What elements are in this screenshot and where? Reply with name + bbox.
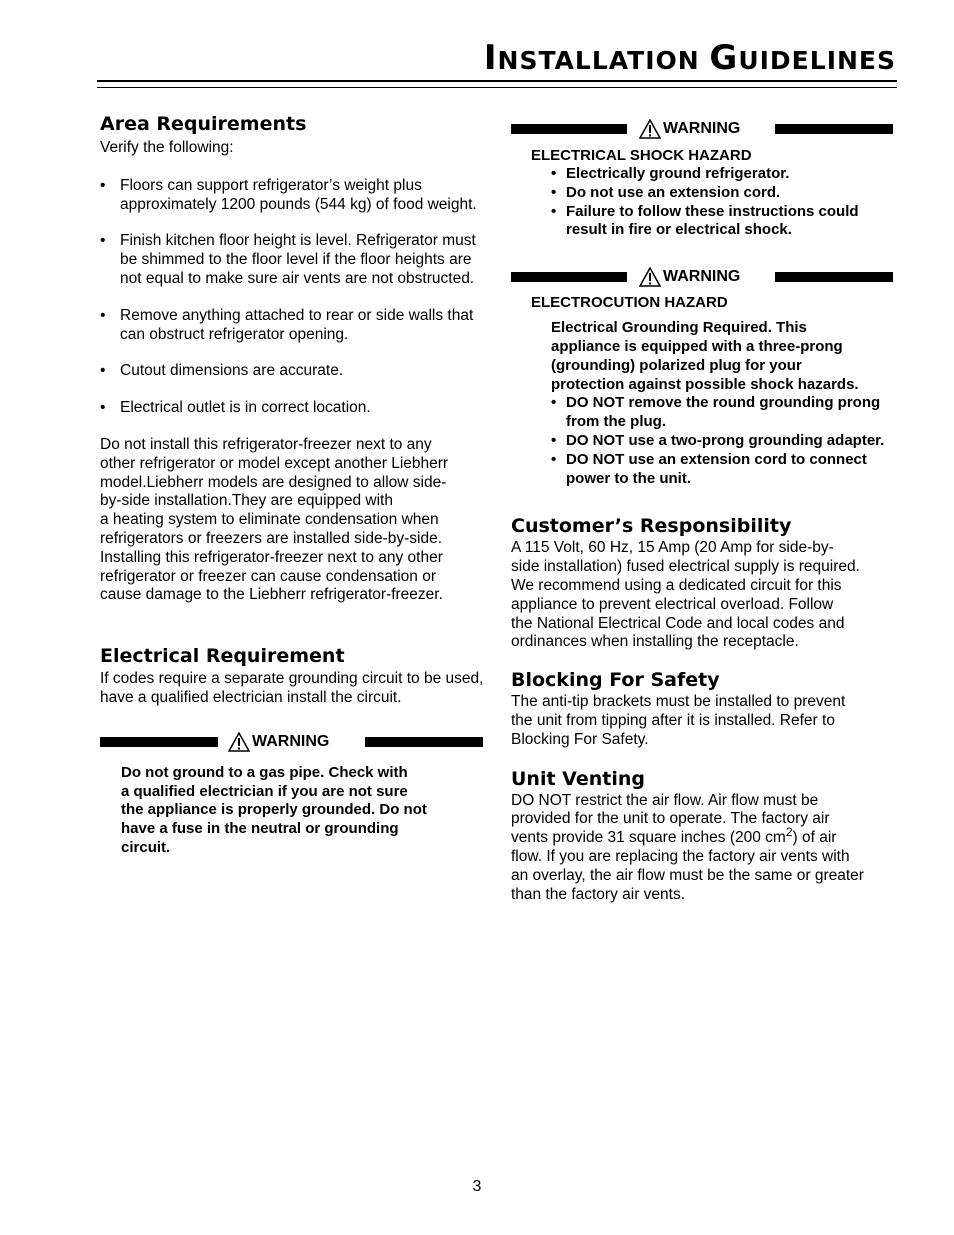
- warning-bar-right: [365, 737, 483, 747]
- paragraph-line: The anti-tip brackets must be installed to prevent: [511, 693, 846, 711]
- customer-text: [511, 539, 903, 652]
- paragraph-line: flow. If you are replacing the factory air vents with: [511, 847, 850, 865]
- warning-triangle-icon: [639, 267, 661, 287]
- paragraph-line: refrigerators or freezers are installed side-by-side.: [100, 529, 442, 547]
- area-bullet-text: Floors can support refrigerator’s weight plus approximately 1200 pounds (544 kg) of food weight.: [120, 176, 477, 213]
- bullet-dot: •: [551, 165, 557, 182]
- superscript: 2: [785, 824, 793, 839]
- warning-bar-left: [100, 737, 218, 747]
- warning-line: protection against possible shock hazards.: [551, 375, 859, 393]
- area-bullet: [100, 362, 490, 381]
- paragraph-line: Installing this refrigerator-freezer next to any other: [100, 548, 443, 566]
- bullet-dot: •: [551, 183, 557, 201]
- warning-item: [551, 432, 903, 451]
- warning-banner: [511, 118, 903, 140]
- page-number: 3: [472, 1178, 482, 1195]
- paragraph-line: Do not install this refrigerator-freezer next to any: [100, 435, 432, 453]
- warning-label-group: [639, 118, 740, 140]
- warning-triangle-icon: [639, 119, 661, 139]
- bullet-dot: •: [100, 399, 106, 417]
- bullet-dot: •: [551, 431, 557, 449]
- paragraph-line: the National Electrical Code and local codes and: [511, 614, 845, 632]
- venting-heading: Unit Venting: [511, 767, 645, 790]
- bullet-dot: •: [100, 176, 106, 194]
- warning-item: [551, 203, 903, 241]
- warning-label: WARNING: [663, 120, 741, 137]
- venting-text-part: ) of air: [792, 829, 837, 847]
- warning-line: appliance is equipped with a three-prong: [551, 337, 843, 355]
- warning-line: the appliance is properly grounded. Do not: [121, 801, 427, 819]
- warning-bar-left: [511, 272, 627, 282]
- warning-item: [551, 394, 903, 432]
- paragraph-line: an overlay, the air flow must be the same or greater: [511, 866, 864, 884]
- warning-line: a qualified electrician if you are not sure: [121, 782, 408, 800]
- right-column: [511, 118, 903, 904]
- title-initial-2: G: [709, 38, 739, 78]
- warning-item-text: Electrically ground refrigerator.: [566, 165, 790, 182]
- warning-bar-right: [775, 124, 893, 134]
- area-bullet: [100, 307, 490, 345]
- warning-item: [551, 165, 903, 184]
- warning-line: Electrical Grounding Required. This: [551, 319, 807, 337]
- area-bullet-text: Cutout dimensions are accurate.: [120, 362, 344, 380]
- title-initial-1: I: [483, 38, 498, 78]
- title-rule-thick: [97, 80, 897, 82]
- warning-label: WARNING: [252, 732, 330, 750]
- area-heading: Area Requirements: [100, 113, 307, 135]
- electrical-heading: Electrical Requirement: [100, 645, 345, 668]
- warning-item-text: Failure to follow these instructions could result in fire or electrical shock.: [566, 202, 859, 239]
- grounding-intro: [551, 319, 903, 394]
- warning-line: circuit.: [121, 838, 171, 856]
- area-intro: Verify the following:: [100, 139, 234, 156]
- warning-item-text: Do not use an extension cord.: [566, 183, 781, 201]
- area-bullet: [100, 177, 490, 215]
- electrical-text: If codes require a separate grounding circuit to be used, have a qualified electrician install the circuit.: [100, 670, 484, 706]
- bullet-dot: •: [100, 232, 106, 250]
- blocking-text: [511, 693, 903, 749]
- title-rest-2: UIDELINES: [738, 46, 896, 75]
- warning-line: (grounding) polarized plug for your: [551, 356, 802, 374]
- paragraph-line: Blocking For Safety.: [511, 730, 649, 748]
- warning-banner: [100, 731, 490, 753]
- bullet-dot: •: [100, 306, 106, 324]
- paragraph-line: ordinances when installing the receptacle.: [511, 633, 799, 651]
- paragraph-line: than the factory air vents.: [511, 885, 686, 903]
- warning-item-text: DO NOT use a two-prong grounding adapter.: [566, 431, 885, 449]
- venting-text: [511, 792, 903, 905]
- warning-item-text: DO NOT use an extension cord to connect power to the unit.: [566, 450, 867, 487]
- warning-item-text: DO NOT remove the round grounding prong from the plug.: [566, 394, 881, 431]
- liebherr-paragraph: [100, 436, 490, 605]
- title-rule-thin: [97, 87, 897, 88]
- paragraph-line: A 115 Volt, 60 Hz, 15 Amp (20 Amp for side-by-: [511, 539, 834, 557]
- paragraph-line: provided for the unit to operate. The factory air: [511, 810, 830, 828]
- warning-item: [551, 184, 903, 203]
- area-bullet-text: Remove anything attached to rear or side walls that can obstruct refrigerator opening.: [120, 306, 474, 343]
- bullet-dot: •: [100, 362, 106, 380]
- page-title: [484, 38, 896, 78]
- paragraph-line: We recommend using a dedicated circuit for this: [511, 576, 842, 594]
- paragraph-line: cause damage to the Liebherr refrigerator-freezer.: [100, 586, 443, 604]
- warning-banner: [511, 266, 903, 288]
- warning-triangle-icon: [228, 732, 250, 752]
- warning-label-group: [639, 266, 740, 288]
- paragraph-line: DO NOT restrict the air flow. Air flow must be: [511, 791, 819, 809]
- paragraph-line: [511, 824, 903, 848]
- warning-line: have a fuse in the neutral or grounding: [121, 820, 399, 838]
- paragraph-line: side installation) fused electrical supply is required.: [511, 558, 860, 576]
- area-bullet-text: Electrical outlet is in correct location.: [120, 399, 371, 417]
- warning-bar-left: [511, 124, 627, 134]
- customer-heading: Customer’s Responsibility: [511, 515, 792, 538]
- bullet-dot: •: [551, 202, 557, 220]
- left-column: [100, 111, 490, 858]
- paragraph-line: by-side installation.They are equipped with: [100, 492, 393, 510]
- blocking-heading: Blocking For Safety: [511, 669, 720, 692]
- electrocution-hazard-title: ELECTROCUTION HAZARD: [531, 294, 728, 312]
- shock-hazard-title: ELECTRICAL SHOCK HAZARD: [531, 147, 752, 164]
- title-rest-1: NSTALLATION: [497, 46, 710, 75]
- area-bullet: [100, 399, 490, 418]
- warning-bar-right: [775, 272, 893, 282]
- area-bullet-text: Finish kitchen floor height is level. Refrigerator must be shimmed to the floor level if the floor heights are not equal to make sure air vents are not obstructed.: [120, 232, 476, 287]
- paragraph-line: other refrigerator or model except another Liebherr: [100, 454, 449, 472]
- venting-text-part: vents provide 31 square inches (200 cm: [511, 829, 786, 847]
- warning-label: WARNING: [663, 268, 741, 286]
- bullet-dot: •: [551, 394, 557, 412]
- bullet-dot: •: [551, 450, 557, 468]
- area-bullet: [100, 232, 490, 288]
- paragraph-line: appliance to prevent electrical overload. Follow: [511, 595, 834, 613]
- paragraph-line: the unit from tipping after it is installed. Refer to: [511, 711, 835, 729]
- gas-pipe-warning: [100, 764, 490, 858]
- paragraph-line: a heating system to eliminate condensation when: [100, 511, 439, 529]
- paragraph-line: refrigerator or freezer can cause condensation or: [100, 567, 437, 585]
- warning-label-group: [228, 731, 329, 753]
- warning-line: Do not ground to a gas pipe. Check with: [121, 763, 408, 781]
- paragraph-line: model.Liebherr models are designed to allow side-: [100, 473, 447, 491]
- warning-item: [551, 451, 903, 489]
